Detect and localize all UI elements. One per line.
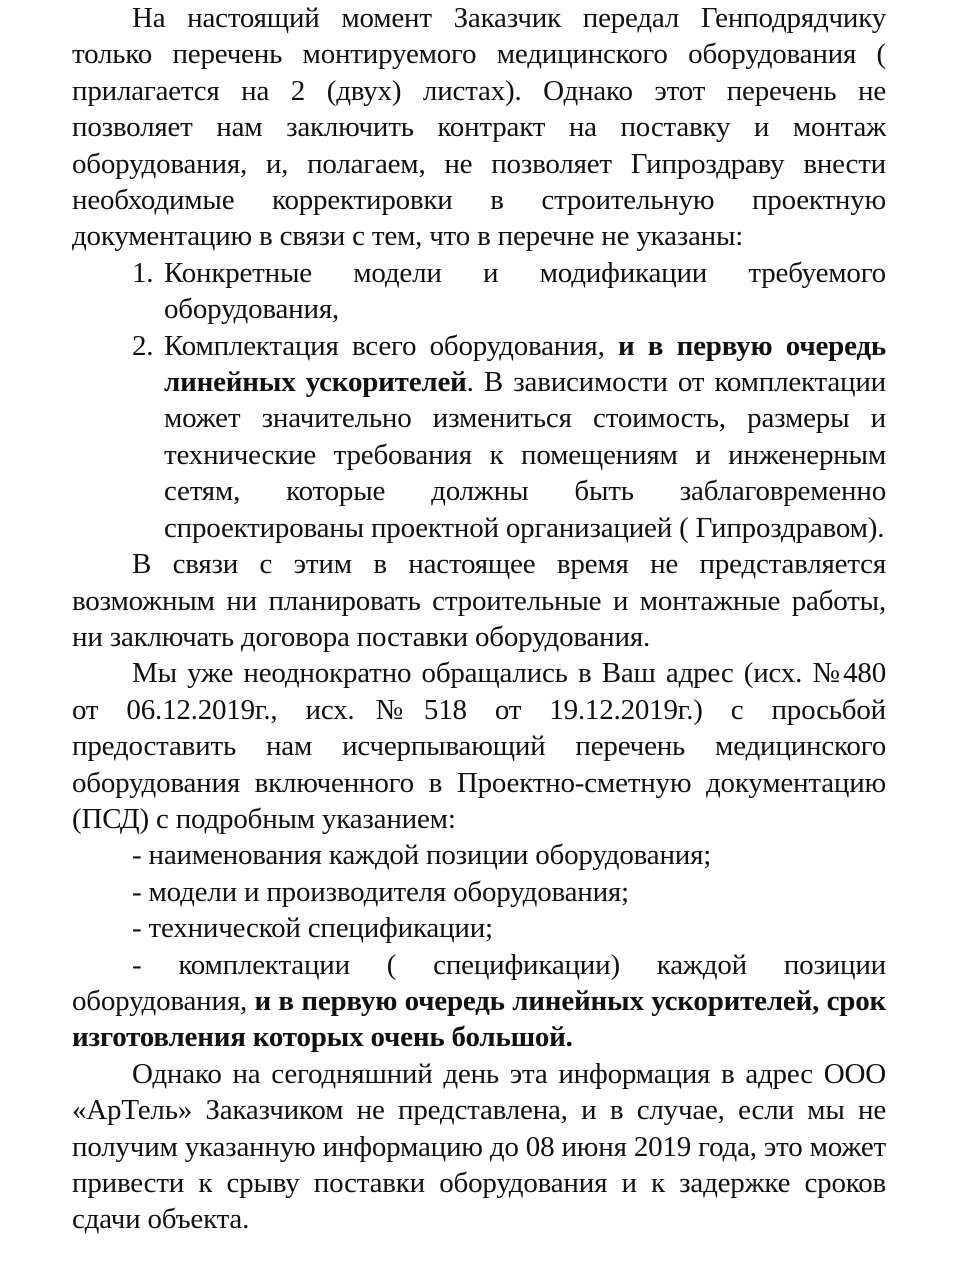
dash-item-4-bold: и в первую очередь линейных ускорителей, срок изготовления которых очень большой. (72, 984, 886, 1054)
list-item-text-cont: . В зависимости от комплектации может значительно измениться стоимость, размеры и технические требования к помещениям и инженерным сетям, которые должны быть заблаговременно спроектированы проектной организацией ( Гипроздравом). (164, 366, 887, 544)
document-page (72, 0, 886, 1238)
dash-item-2: - модели и производителя оборудования; (132, 875, 629, 908)
list-item-number: 1. (132, 256, 154, 289)
dash-item-4 (72, 947, 886, 1056)
paragraph-2: В связи с этим в настоящее время не представляется возможным ни планировать строительные и монтажные работы, ни заключать договора поставки оборудования. (72, 548, 886, 653)
numbered-list (72, 255, 886, 546)
list-item-2 (72, 328, 886, 546)
dash-item-3: - технической спецификации; (132, 912, 493, 945)
paragraph-4: Однако на сегодняшний день эта информация в адрес ООО «АрТель» Заказчиком не представлена, и в случае, если мы не получим указанную информацию до 08 июня 2019 года, это может привести к срыву поставки оборудования и к задержке сроков сдачи объекта. (72, 1057, 886, 1236)
list-item-bold-text: и в первую очередь линейных ускорителей (164, 329, 886, 399)
dash-item-4-text: - комплектации ( спецификации) каждой позиции оборудования, (72, 948, 886, 1017)
list-item-number: 2. (132, 329, 154, 362)
list-item-text: Комплектация всего оборудования, (164, 329, 605, 362)
list-item-1 (72, 255, 886, 328)
list-item-text: Конкретные модели и модификации требуемого оборудования, (164, 256, 886, 326)
paragraph-3: Мы уже неоднократно обращались в Ваш адрес (исх. №480 от 06.12.2019г., исх.№518 от 19.12.2019г.) с просьбой предоставить нам исчерпывающий перечень медицинского оборудования включенного в Проектно-сметную документацию (ПСД) с подробным указанием: (72, 657, 886, 835)
dash-item-1: - наименования каждой позиции оборудования; (132, 839, 712, 872)
paragraph-1: На настоящий момент Заказчик передал Генподрядчику только перечень монтируемого медицинского оборудования ( прилагается на 2 (двух) листах). Однако этот перечень не позволяет нам заключить контракт на поставку и монтаж оборудования, и, полагаем, не позволяет Гипроздраву внести необходимые корректировки в строительную проектную документацию в связи с тем, что в перечне не указаны: (72, 2, 886, 253)
